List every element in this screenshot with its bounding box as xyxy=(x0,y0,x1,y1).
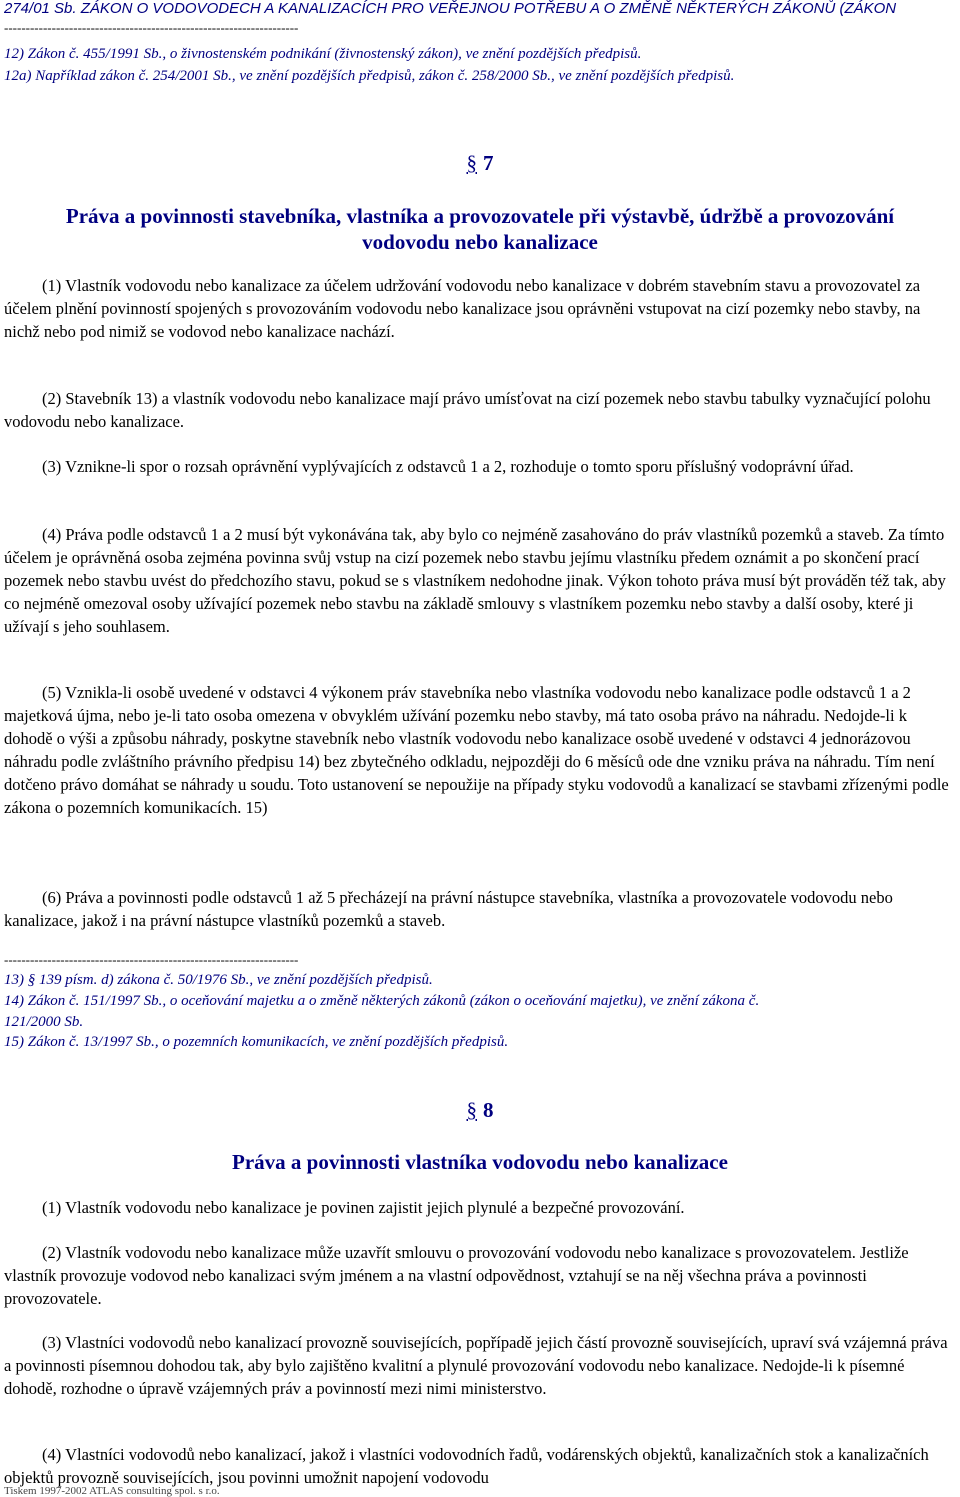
section-8-heading xyxy=(0,1098,960,1123)
footnote-13: 13) § 139 písm. d) zákona č. 50/1976 Sb., ve znění pozdějších předpisů. xyxy=(4,972,433,988)
separator-line: -------------------------------------------------------------------- xyxy=(4,20,299,35)
paragraph-symbol: § xyxy=(466,151,477,175)
footnote-15: 15) Zákon č. 13/1997 Sb., o pozemních komunikacích, ve znění pozdějších předpisů. xyxy=(4,1034,509,1050)
section-number: 7 xyxy=(483,151,494,175)
section-7-paragraph-2: (2) Stavebník 13) a vlastník vodovodu nebo kanalizace mají právo umísťovat na cizí pozemek nebo stavbu tabulky vyznačující polohu vodovodu nebo kanalizace. xyxy=(4,389,931,431)
section-8-paragraph-3: (3) Vlastníci vodovodů nebo kanalizací provozně souvisejících, popřípadě jejich částí provozně souvisejících, upraví svá vzájemná práva a povinnosti písemnou dohodou tak, aby bylo zajištěno kvalitní a plynulé provozování vodovodu nebo kanalizace. Nedojde-li k písemné dohodě, rozhodne o úpravě vzájemných práv a povinností mezi nimi ministerstvo. xyxy=(4,1333,948,1398)
section-8-paragraph-4: (4) Vlastníci vodovodů nebo kanalizací, jakož i vlastníci vodovodních řadů, vodárenských objektů, kanalizačních stok a kanalizačních objektů provozně souvisejících, jsou povinni umožnit napojení vodovodu xyxy=(4,1445,929,1487)
page-footer: Tiskem 1997-2002 ATLAS consulting spol. s r.o. xyxy=(4,1485,220,1497)
section-7-paragraph-3: (3) Vznikne-li spor o rozsah oprávnění vyplývajících z odstavců 1 a 2, rozhoduje o tomto sporu příslušný vodoprávní úřad. xyxy=(42,457,854,476)
footnote-12a: 12a) Například zákon č. 254/2001 Sb., ve znění pozdějších předpisů, zákon č. 258/2000 Sb., ve znění pozdějších předpisů. xyxy=(4,68,735,84)
section-8-title: Práva a povinnosti vlastníka vodovodu nebo kanalizace xyxy=(232,1150,728,1174)
section-8-paragraph-1: (1) Vlastník vodovodu nebo kanalizace je povinen zajistit jejich plynulé a bezpečné provozování. xyxy=(42,1198,685,1217)
section-8-paragraph-2: (2) Vlastník vodovodu nebo kanalizace může uzavřít smlouvu o provozování vodovodu nebo kanalizace s provozovatelem. Jestliže vlastník provozuje vodovod nebo kanalizaci svým jménem a na vlastní odpovědnost, vztahují se na něj všechna práva a povinnosti provozovatele. xyxy=(4,1243,909,1308)
section-7-paragraph-4: (4) Práva podle odstavců 1 a 2 musí být vykonávána tak, aby bylo co nejméně zasahováno do práv vlastníků pozemků a staveb. Za tímto účelem je oprávněná osoba zejména povinna svůj vstup na cizí pozemek nebo stavbu jejímu vlastníku předem oznámit a po skončení prací pozemek nebo stavbu uvést do předchozího stavu, pokud se s vlastníkem nedohodne jinak. Výkon tohoto práva musí být prováděn též tak, aby co nejméně omezoval osoby užívající pozemek nebo stavbu na základě smlouvy s vlastníkem pozemku nebo stavby a další osoby, které ji užívají s jeho souhlasem. xyxy=(4,525,946,636)
section-7-title: Práva a povinnosti stavebníka, vlastníka a provozovatele při výstavbě, údržbě a provozování vodovodu nebo kanalizace xyxy=(65,204,895,254)
section-7-paragraph-1: (1) Vlastník vodovodu nebo kanalizace za účelem udržování vodovodu nebo kanalizace v dobrém stavebním stavu a provozovatel za účelem plnění povinností spojených s provozováním vodovodu nebo kanalizace jsou oprávněni vstupovat na cizí pozemky nebo stavby, na nichž nebo pod nimiž se vodovod nebo kanalizace nachází. xyxy=(4,276,921,341)
section-number: 8 xyxy=(483,1098,494,1122)
footnote-12: 12) Zákon č. 455/1991 Sb., o živnostenském podnikání (živnostenský zákon), ve znění pozdějších předpisů. xyxy=(4,46,642,62)
footnote-14: 14) Zákon č. 151/1997 Sb., o oceňování majetku a o změně některých zákonů (zákon o oceňování majetku), ve znění zákona č. 121/2000 Sb. xyxy=(4,993,760,1030)
paragraph-symbol: § xyxy=(466,1098,477,1122)
section-7-heading xyxy=(0,151,960,176)
separator-line: -------------------------------------------------------------------- xyxy=(4,952,299,967)
document-header: 274/01 Sb. ZÁKON O VODOVODECH A KANALIZACÍCH PRO VEŘEJNOU POTŘEBU A O ZMĚNĚ NĚKTERÝCH ZÁKONŮ (ZÁKON xyxy=(4,0,897,17)
section-7-paragraph-5: (5) Vznikla-li osobě uvedené v odstavci 4 výkonem práv stavebníka nebo vlastníka vodovodu nebo kanalizace podle odstavců 1 a 2 majetková újma, nebo je-li tato osoba omezena v obvyklém užívání pozemku nebo stavby, má tato osoba právo na náhradu. Nedojde-li k dohodě o výši a způsobu náhrady, poskytne stavebník nebo vlastník vodovodu nebo kanalizace osobě uvedené v odstavci 4 jednorázovou náhradu podle zvláštního právního předpisu 14) bez zbytečného odkladu, nejpozději do 6 měsíců ode dne vzniku práva na náhradu. Tím není dotčeno právo domáhat se náhrady u soudu. Toto ustanovení se nepoužije na případy styku vodovodů a kanalizací se stavbami zřízenými podle zákona o pozemních komunikacích. 15) xyxy=(4,683,949,817)
section-7-paragraph-6: (6) Práva a povinnosti podle odstavců 1 až 5 přecházejí na právní nástupce stavebníka, vlastníka a provozovatele vodovodu nebo kanalizace, jakož i na právní nástupce vlastníků pozemků a staveb. xyxy=(4,888,893,930)
